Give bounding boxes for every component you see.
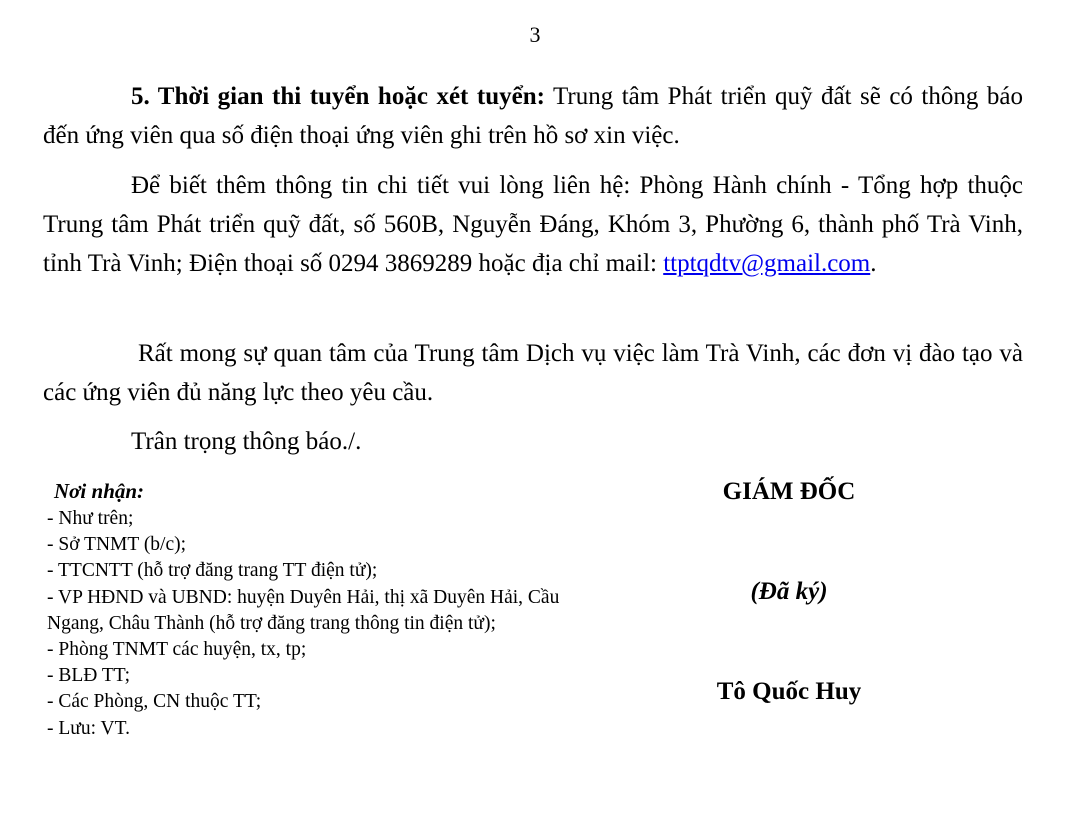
signed-status: (Đã ký) xyxy=(750,578,828,605)
email-link[interactable]: ttptqdtv@gmail.com xyxy=(663,250,871,277)
recipient-item: - Các Phòng, CN thuộc TT; xyxy=(47,691,262,713)
contact-text: Để biết thêm thông tin chi tiết vui lòng liên hệ: Phòng Hành chính - Tổng hợp thuộc Trung tâm Phát triển quỹ đất, số 560B, Nguyễn Đáng, Khóm 3, Phường 6, thành phố Trà Vinh, tỉnh Trà Vinh; Điện thoại số 0294 3869289 hoặc địa chỉ mail: xyxy=(43,172,1023,277)
recipient-item: - Lưu: VT. xyxy=(47,717,130,739)
signer-name: Tô Quốc Huy xyxy=(716,678,862,705)
recipient-item: - TTCNTT (hỗ trợ đăng trang TT điện tử); xyxy=(47,560,378,582)
section-5-paragraph xyxy=(43,77,1023,155)
recipients-title: Nơi nhận: xyxy=(54,479,145,503)
contact-paragraph xyxy=(43,166,1023,283)
section-5-text: Trung tâm Phát triển quỹ đất sẽ có thông báo đến ứng viên qua số điện thoại ứng viên ghi trên hồ sơ xin việc. xyxy=(43,83,1023,149)
recipient-item: - BLĐ TT; xyxy=(47,665,131,687)
recipient-item: - Phòng TNMT các huyện, tx, tp; xyxy=(47,639,307,661)
closing-request-paragraph: Rất mong sự quan tâm của Trung tâm Dịch vụ việc làm Trà Vinh, các đơn vị đào tạo và các ứng viên đủ năng lực theo yêu cầu. xyxy=(43,340,1023,406)
recipient-item: - Như trên; xyxy=(47,508,134,529)
section-5-heading: 5. Thời gian thi tuyển hoặc xét tuyển: xyxy=(131,83,545,110)
page-number: 3 xyxy=(529,22,541,47)
recipient-item: - Sở TNMT (b/c); xyxy=(47,534,187,556)
recipient-item: - VP HĐND và UBND: huyện Duyên Hải, thị xã Duyên Hải, Cầu Ngang, Châu Thành (hỗ trợ đăng trang thông tin điện tử); xyxy=(47,586,560,634)
contact-end: . xyxy=(870,250,877,277)
recipients-block xyxy=(47,476,572,742)
closing-line: Trân trọng thông báo./. xyxy=(131,428,362,455)
signer-title: GIÁM ĐỐC xyxy=(722,478,856,505)
